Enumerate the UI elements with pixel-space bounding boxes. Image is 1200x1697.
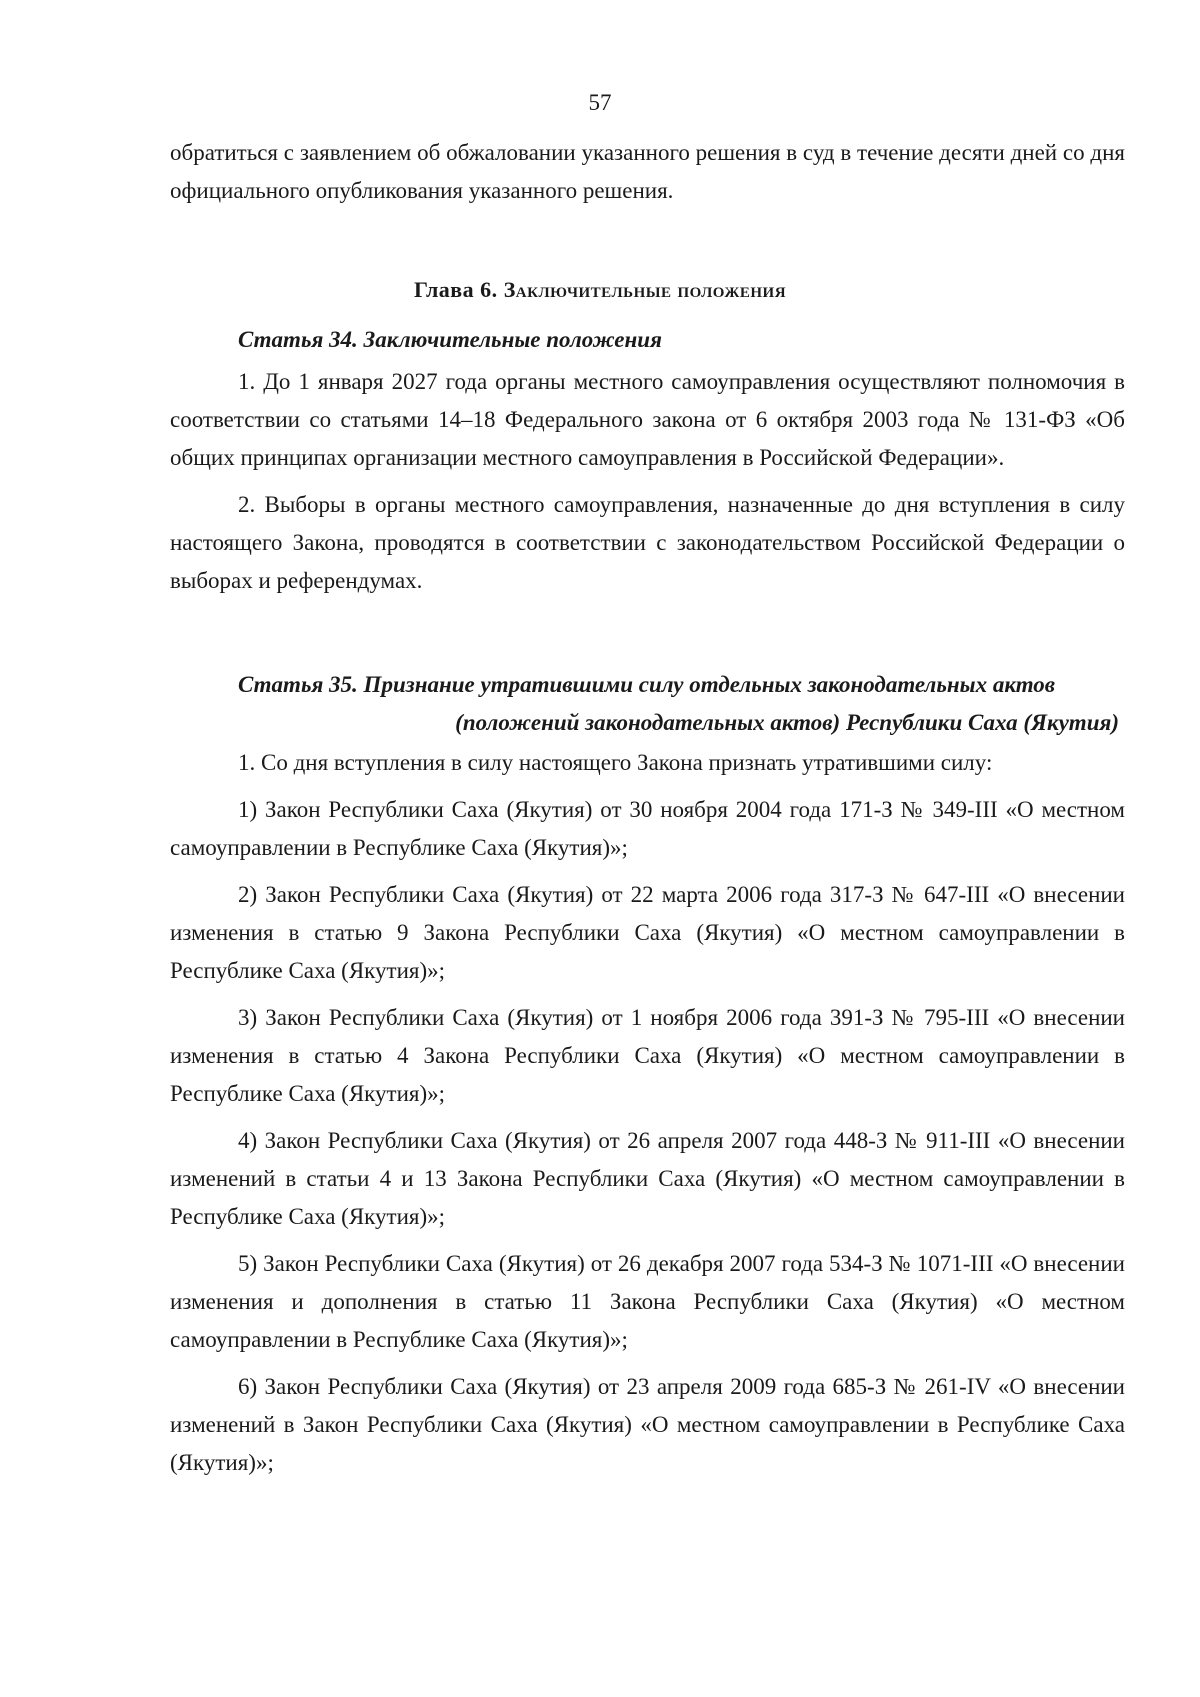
list-item: 1) Закон Республики Саха (Якутия) от 30 ноября 2004 года 171-З № 349-III «О местном самоуправлении в Республике Саха (Якутия)»; [170,797,1125,860]
article-35-heading-line-2: (положений законодательных актов) Республики Саха (Якутия) [455,710,1119,735]
intro-paragraph-block [170,134,1125,210]
list-item: 2) Закон Республики Саха (Якутия) от 22 марта 2006 года 317-З № 647-III «О внесении изменения в статью 9 Закона Республики Саха (Якутия) «О местном самоуправлении в Республике Саха (Якутия)»; [170,882,1125,983]
list-item: 6) Закон Республики Саха (Якутия) от 23 апреля 2009 года 685-З № 261-IV «О внесении изменений в Закон Республики Саха (Якутия) «О местном самоуправлении в Республике Саха (Якутия)»; [170,1374,1125,1475]
chapter-title [0,277,1200,303]
article-34-paragraph-1: 1. До 1 января 2027 года органы местного самоуправления осуществляют полномочия в соответствии со статьями 14–18 Федерального закона от 6 октября 2003 года № 131-ФЗ «Об общих принципах организации местного самоуправления в Российской Федерации». [170,369,1125,470]
chapter-title-text: Заключительные положения [503,277,787,302]
article-34-heading: Статья 34. Заключительные положения [238,327,662,352]
article-34-paragraph-2: 2. Выборы в органы местного самоуправления, назначенные до дня вступления в силу настоящего Закона, проводятся в соответствии с законодательством Российской Федерации о выборах и референдумах. [170,492,1125,593]
list-item: 5) Закон Республики Саха (Якутия) от 26 декабря 2007 года 534-З № 1071-III «О внесении изменения и дополнения в статью 11 Закона Республики Саха (Якутия) «О местном самоуправлении в Республике Саха (Якутия)»; [170,1251,1125,1352]
list-item: 4) Закон Республики Саха (Якутия) от 26 апреля 2007 года 448-З № 911-III «О внесении изменений в статьи 4 и 13 Закона Республики Саха (Якутия) «О местном самоуправлении в Республике Саха (Якутия)»; [170,1128,1125,1229]
chapter-title-prefix: Глава 6. [413,277,498,302]
article-35-heading-line-1: Статья 35. Признание утратившими силу отдельных законодательных актов [238,672,1056,697]
list-item: 3) Закон Республики Саха (Якутия) от 1 ноября 2006 года 391-З № 795-III «О внесении изменения в статью 4 Закона Республики Саха (Якутия) «О местном самоуправлении в Республике Саха (Якутия)»; [170,1005,1125,1106]
article-35-intro: 1. Со дня вступления в силу настоящего Закона признать утратившими силу: [238,750,993,775]
article-34 [170,321,1125,600]
intro-paragraph: обратиться с заявлением об обжаловании указанного решения в суд в течение десяти дней со дня официального опубликования указанного решения. [170,140,1125,203]
page-number: 57 [588,90,612,115]
article-35 [170,666,1125,1482]
